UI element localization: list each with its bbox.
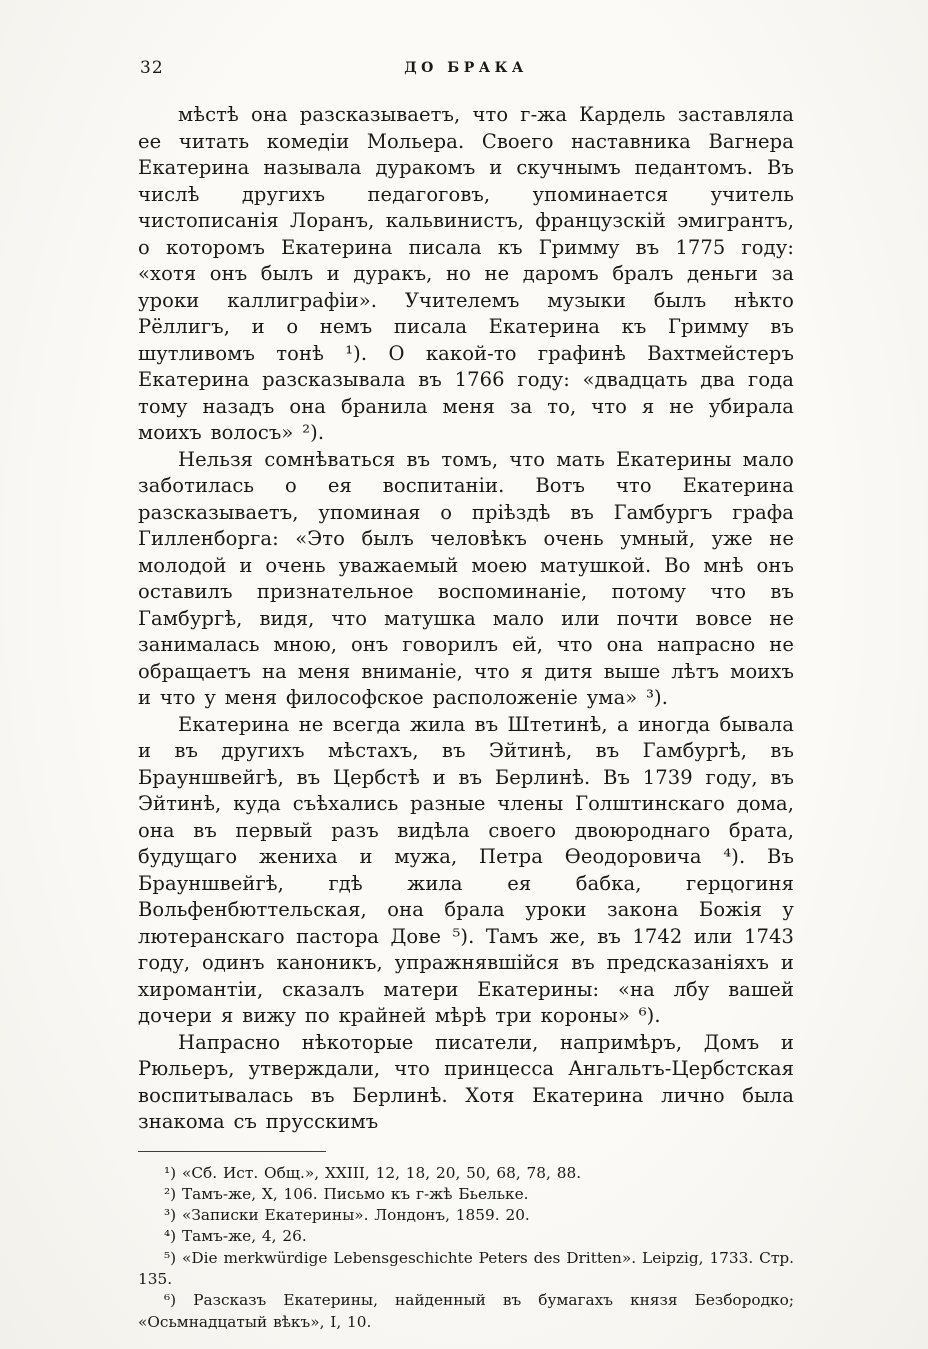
footnote: ²) Тамъ-же, X, 106. Письмо къ г-жѣ Бьельке. xyxy=(164,1184,529,1203)
footnote: ³) «Записки Екатерины». Лондонъ, 1859. 20. xyxy=(164,1206,530,1225)
running-title: ДО БРАКА xyxy=(404,60,528,76)
body-text xyxy=(138,102,794,1136)
footnote: ¹) «Сб. Ист. Общ.», XXIII, 12, 18, 20, 50, 68, 78, 88. xyxy=(164,1163,582,1182)
footnote-separator xyxy=(138,1151,326,1152)
paragraph: Нельзя сомнѣваться въ томъ, что мать Екатерины мало заботилась о ея воспитаніи. Вотъ что Екатерина разсказываетъ, упоминая о пріѣздѣ въ Гамбургъ графа Гилленборга: «Это былъ человѣкъ очень умный, уже не молодой и очень уважаемый моею матушкой. Во мнѣ онъ оставилъ признательное воспоминаніе, потому что въ Гамбургѣ, видя, что матушка мало или почти вовсе не занималась мною, онъ говорилъ ей, что она напрасно не обращаетъ на меня вниманіе, что я дитя выше лѣтъ моихъ и что у меня философское расположеніе ума» ³). xyxy=(138,447,794,709)
page-header xyxy=(138,54,794,86)
paragraph: мѣстѣ она разсказываетъ, что г-жа Кардель заставляла ее читать комедіи Мольера. Своего наставника Вагнера Екатерина называла дуракомъ и скучнымъ педантомъ. Въ числѣ другихъ педагоговъ, упоминается учитель чистописанія Лоранъ, кальвинистъ, французскій эмигрантъ, о которомъ Екатерина писала къ Гримму въ 1775 году: «хотя онъ былъ и дуракъ, но не даромъ бралъ деньги за уроки каллиграфіи». Учителемъ музыки былъ нѣкто Рёллигъ, и о немъ писала Екатерина къ Гримму въ шутливомъ тонѣ ¹). О какой-то графинѣ Вахтмейстеръ Екатерина разсказывала въ 1766 году: «двадцать два года тому назадъ она бранила меня за то, что я не убирала моихъ волосъ» ²). xyxy=(138,103,794,444)
footnotes xyxy=(138,1163,794,1333)
paragraph: Напрасно нѣкоторые писатели, напримѣръ, Домъ и Рюльеръ, утверждали, что принцесса Ангальтъ-Цербстская воспитывалась въ Берлинѣ. Хотя Екатерина лично была знакома съ прусскимъ xyxy=(138,1030,794,1133)
page-number: 32 xyxy=(140,58,164,78)
footnote: ⁶) Разсказъ Екатерины, найденный въ бумагахъ князя Безбородко; «Осьмнадцатый вѣкъ», I, 10. xyxy=(138,1291,794,1331)
footnote: ⁴) Тамъ-же, 4, 26. xyxy=(164,1227,307,1246)
paragraph: Екатерина не всегда жила въ Штетинѣ, а иногда бывала и въ другихъ мѣстахъ, въ Эйтинѣ, въ Гамбургѣ, въ Брауншвейгѣ, въ Цербстѣ и въ Берлинѣ. Въ 1739 году, въ Эйтинѣ, куда съѣхались разные члены Голштинскаго дома, она въ первый разъ видѣла своего двоюроднаго брата, будущаго жениха и мужа, Петра Ѳеодоровича ⁴). Въ Брауншвейгѣ, гдѣ жила ея бабка, герцогиня Вольфенбюттельская, она брала уроки закона Божія у лютеранскаго пастора Дове ⁵). Тамъ же, въ 1742 или 1743 году, одинъ каноникъ, упражнявшійся въ предсказаніяхъ и хиромантіи, сказалъ матери Екатерины: «на лбу вашей дочери я вижу по крайней мѣрѣ три короны» ⁶). xyxy=(138,712,794,1027)
footnote: ⁵) «Die merkwürdige Lebensgeschichte Peters des Dritten». Leipzig, 1733. Стр. 135. xyxy=(138,1248,794,1288)
